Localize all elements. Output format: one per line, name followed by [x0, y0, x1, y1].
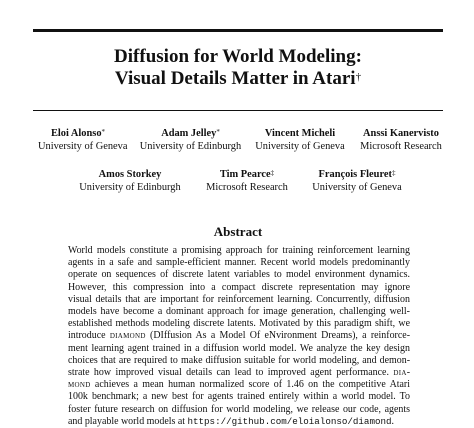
author-name: Anssi Kanervisto — [363, 128, 439, 139]
title-footnote-mark: † — [355, 71, 362, 83]
author-affiliation: Microsoft Research — [206, 182, 288, 193]
author-name: Amos Storkey — [98, 169, 162, 180]
author-block — [38, 127, 128, 153]
author-name: Eloi Alonso* — [50, 128, 106, 139]
top-rule — [33, 29, 443, 32]
paper-title-line-2: Visual Details Matter in Atari† — [114, 68, 362, 89]
author-affiliation: University of Geneva — [38, 141, 128, 152]
author-block — [306, 168, 408, 194]
abstract-line: 100k benchmark; a new best for agents trained entirely within a world model. To — [68, 391, 410, 403]
abstract-line: and playable world models at https://github.com/eloialonso/diamond. — [68, 415, 394, 427]
abstract-line: visual details that are important for reinforcement learning. Concurrently, diffusion — [68, 293, 410, 305]
abstract-line: operate on sequences of discrete latent variables to model environment dynamics. — [68, 269, 410, 281]
abstract-line: introduce diamond (DIffusion As a Model Of eNvironment Dreams), a reinforce- — [68, 330, 410, 342]
abstract-line: strate how improved visual details can lead to improved agent performance. dia- — [68, 367, 410, 379]
author-block — [74, 168, 186, 194]
author-affiliation: University of Edinburgh — [79, 182, 181, 193]
author-affiliation: University of Edinburgh — [139, 141, 242, 152]
abstract-line: However, this compression into a compact discrete representation may ignore — [68, 281, 410, 293]
bottom-rule — [33, 110, 443, 111]
author-block — [198, 168, 296, 194]
paper-title-line-1: Diffusion for World Modeling: — [114, 46, 362, 67]
abstract-line: models have become a dominant approach for image generation, challenging well- — [68, 306, 410, 318]
author-name: Adam Jelley* — [161, 128, 220, 139]
abstract-line: agents in a safe and sample-efficient manner. Recent world models predominantly — [68, 257, 410, 269]
abstract-line: mond achieves a mean human normalized score of 1.46 on the competitive Atari — [68, 379, 410, 391]
author-block — [138, 127, 243, 153]
author-name: François Fleuret‡ — [318, 169, 396, 180]
author-name: Vincent Micheli — [264, 128, 336, 139]
author-affiliation: University of Geneva — [255, 141, 345, 152]
abstract-line: foster future research on diffusion for world modeling, we release our code, agents — [68, 403, 410, 415]
author-affiliation: University of Geneva — [312, 182, 402, 193]
author-name: Tim Pearce‡ — [219, 169, 275, 180]
author-block — [252, 127, 348, 153]
abstract-line: choices that are required to make diffusion suitable for world modeling, and demon- — [68, 354, 410, 366]
author-block — [354, 127, 448, 153]
abstract-line: World models constitute a promising approach for training reinforcement learning — [68, 245, 410, 256]
author-affiliation: Microsoft Research — [360, 141, 442, 152]
abstract-line: ment learning agent trained in a diffusion world model. We analyze the key design — [68, 342, 410, 354]
abstract-heading: Abstract — [213, 224, 263, 239]
abstract-line: established methods modeling discrete latents. Motivated by this paradigm shift, we — [68, 318, 410, 330]
abstract-body — [68, 245, 410, 428]
